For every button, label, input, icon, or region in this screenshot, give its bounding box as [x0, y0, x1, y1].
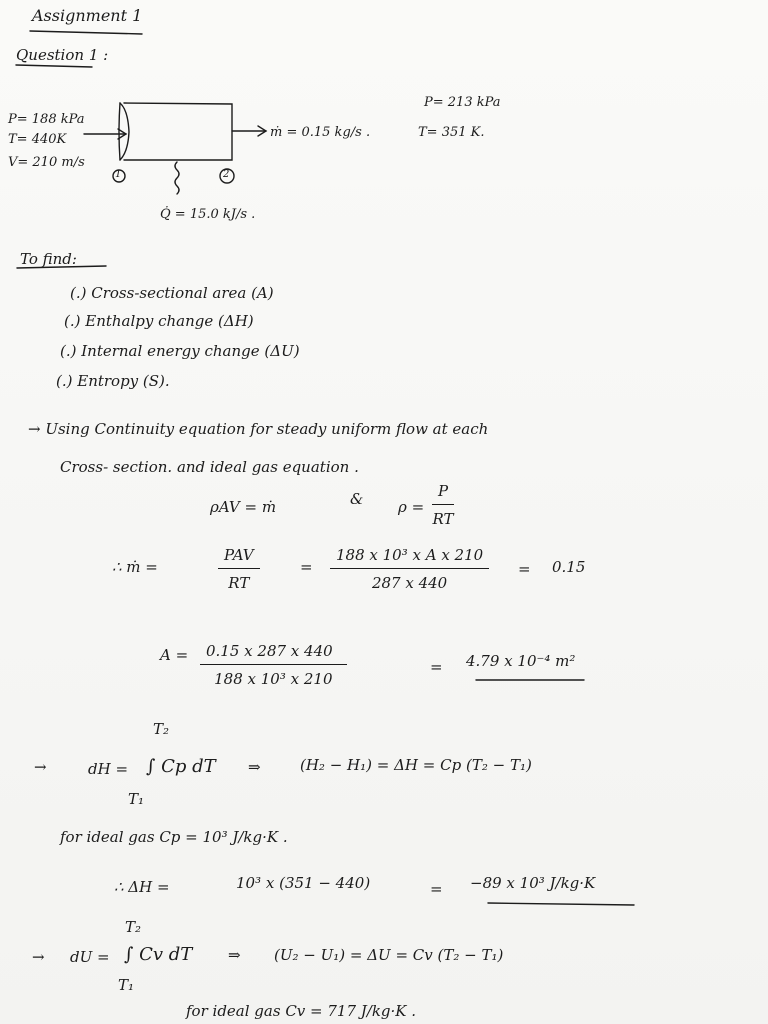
density-fraction	[432, 482, 454, 528]
internal-rhs: (U₂ − U₁) = ΔU = Cv (T₂ − T₁)	[274, 946, 504, 964]
enthalpy-integral: ∫ Cp dT	[146, 756, 216, 777]
enthalpy-calc: 10³ x (351 − 440)	[236, 874, 371, 892]
to-find-item-area: (.) Cross-sectional area (A)	[70, 284, 274, 302]
title-underline	[30, 31, 142, 34]
density-symbol: ρ =	[398, 498, 425, 516]
internal-lower-limit: T₁	[118, 976, 135, 994]
mdot-fraction-2	[330, 546, 489, 592]
state2-label: 2	[223, 169, 230, 180]
state1-label: 1	[115, 169, 122, 180]
internal-integral: ∫ Cv dT	[124, 944, 193, 965]
enthalpy-implies: ⇒	[248, 758, 261, 776]
to-find-item-enthalpy: (.) Enthalpy change (ΔH)	[64, 312, 254, 330]
enthalpy-arrow: →	[34, 758, 47, 776]
heat-rate: Q̇ = 15.0 kJ/s .	[160, 207, 256, 222]
heat-squiggle	[175, 162, 179, 194]
continuity-equation: ρAV = ṁ	[210, 498, 277, 516]
question-label: Question 1 :	[16, 46, 109, 64]
area-prefix: A =	[160, 646, 189, 664]
mdot-fraction-2-num: 188 x 10³ x A x 210	[330, 546, 489, 569]
density-denominator: RT	[432, 510, 454, 528]
mdot-equals-2: =	[518, 560, 531, 578]
to-find-item-entropy: (.) Entropy (S).	[56, 372, 170, 390]
enthalpy-rhs: (H₂ − H₁) = ΔH = Cp (T₂ − T₁)	[300, 756, 532, 774]
enthalpy-result-underline	[488, 903, 634, 905]
enthalpy-calc-equals: =	[430, 880, 443, 898]
outlet-pressure: P= 213 kPa	[424, 95, 501, 110]
area-numerator: 0.15 x 287 x 440	[200, 642, 347, 665]
enthalpy-result: −89 x 10³ J/kg·K	[470, 874, 596, 892]
question-underline	[16, 65, 92, 67]
inlet-temperature: T= 440K	[8, 132, 67, 147]
mdot-result: 0.15	[552, 558, 586, 576]
continuity-line2: Cross- section. and ideal gas equation .	[60, 458, 359, 476]
density-numerator: P	[432, 482, 454, 505]
inlet-velocity: V= 210 m/s	[8, 155, 85, 170]
mdot-prefix: ∴ ṁ =	[112, 558, 158, 576]
inlet-pressure: P= 188 kPa	[8, 112, 85, 127]
mdot-fraction-2-den: 287 x 440	[371, 574, 448, 592]
to-find-heading: To find:	[20, 250, 77, 268]
area-fraction	[200, 642, 347, 688]
area-equals: =	[430, 658, 443, 676]
enthalpy-dh: dH =	[88, 760, 129, 778]
internal-arrow: →	[32, 948, 45, 966]
area-denominator: 188 x 10³ x 210	[214, 670, 333, 688]
mass-flow-rate: ṁ = 0.15 kg/s .	[270, 125, 371, 140]
internal-ideal-gas: for ideal gas Cv = 717 J/kg·K .	[186, 1002, 417, 1020]
continuity-line1: → Using Continuity equation for steady uniform flow at each	[28, 420, 489, 438]
internal-du: dU =	[70, 948, 110, 966]
enthalpy-calc-prefix: ∴ ΔH =	[114, 878, 170, 896]
mdot-fraction-1-num: PAV	[218, 546, 260, 569]
continuity-and: &	[350, 490, 364, 508]
enthalpy-ideal-gas: for ideal gas Cp = 10³ J/kg·K .	[60, 828, 288, 846]
mdot-fraction-1-den: RT	[228, 574, 250, 592]
area-result: 4.79 x 10⁻⁴ m²	[466, 652, 576, 670]
enthalpy-lower-limit: T₁	[128, 790, 145, 808]
to-find-item-internal-energy: (.) Internal energy change (ΔU)	[60, 342, 300, 360]
mdot-fraction-1	[218, 546, 260, 592]
pipe-body	[124, 103, 232, 160]
internal-upper-limit: T₂	[125, 918, 142, 936]
internal-implies: ⇒	[228, 946, 241, 964]
enthalpy-upper-limit: T₂	[153, 720, 170, 738]
pipe-inlet-cap	[119, 103, 120, 160]
assignment-title: Assignment 1	[32, 6, 143, 25]
mdot-equals: =	[300, 558, 313, 576]
outlet-temperature: T= 351 K.	[418, 125, 485, 140]
